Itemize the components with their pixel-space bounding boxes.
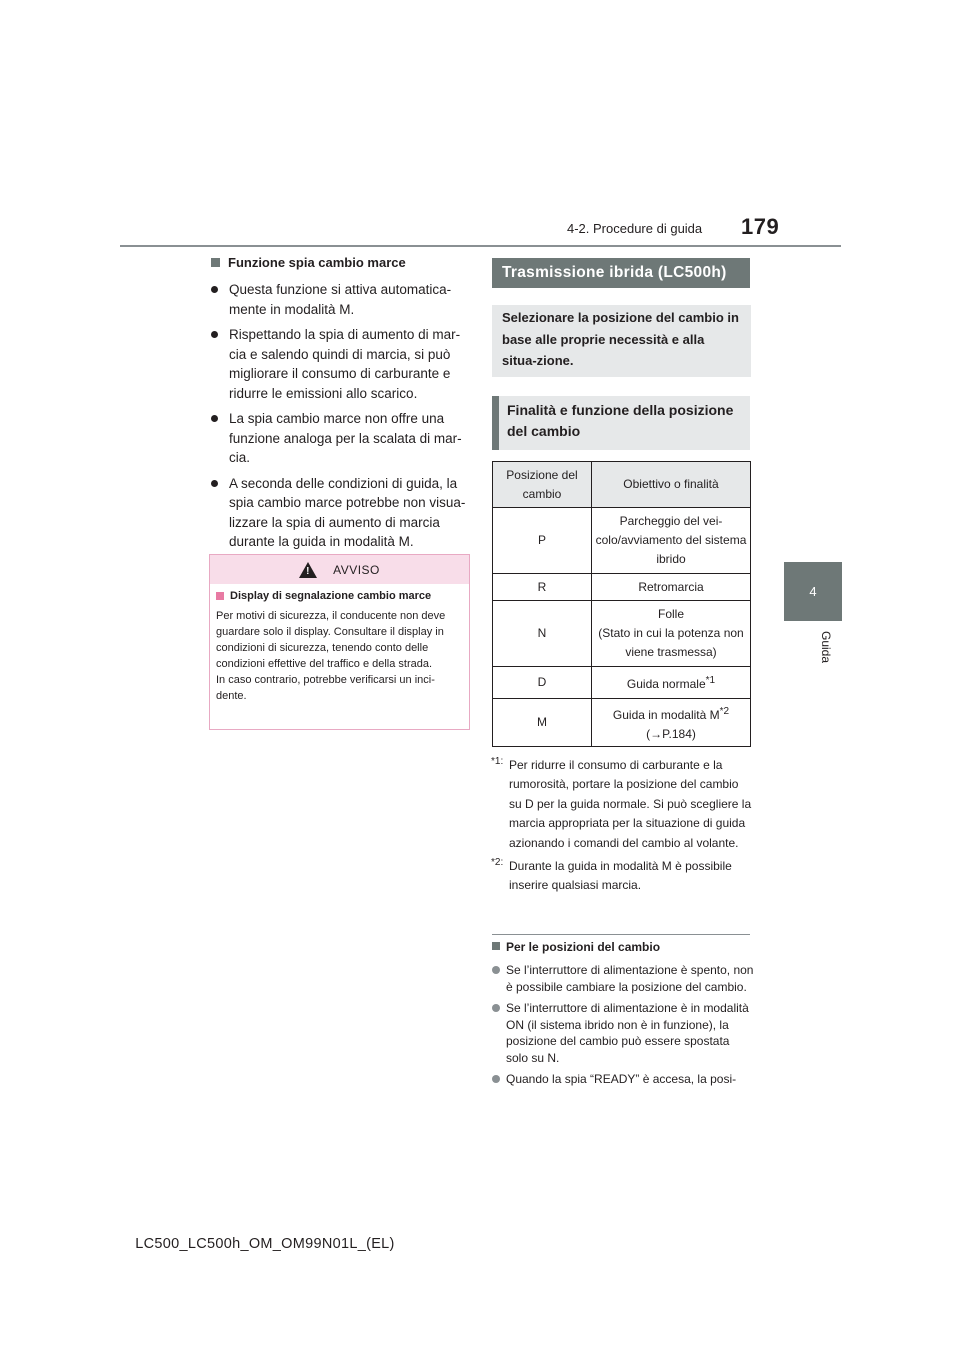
footnote <box>491 756 753 853</box>
list-item-text: Se l’interruttore di alimentazione è in modalità ON (il sistema ibrido non è in funzione), la posizione del cambio può essere spostata solo su N. <box>506 1001 749 1065</box>
list-item-text: Rispettando la spia di aumento di mar-cia e salendo quindi di marcia, si può migliorare il consumo di carburante e ridurre le emissioni allo scarico. <box>229 327 461 401</box>
chapter-label: Guida <box>819 631 833 664</box>
warning-heading <box>216 590 463 602</box>
table-row <box>493 601 751 667</box>
notes-heading <box>492 940 754 954</box>
list-item <box>492 962 754 995</box>
warning-title: AVVISO <box>333 562 380 577</box>
table-cell-position: R <box>493 574 592 601</box>
warning-heading-text: Display di segnalazione cambio marce <box>230 590 432 602</box>
warning-header <box>210 555 469 584</box>
bullet-dot-icon <box>211 331 218 338</box>
table-cell-purpose-text: Guida in modalità M <box>612 707 720 722</box>
square-bullet-icon <box>216 592 224 600</box>
chapter-number: 4 <box>809 584 817 599</box>
list-item <box>492 1071 754 1088</box>
table-cell-purpose <box>592 699 751 747</box>
table-header-row <box>493 462 751 508</box>
chapter-tab[interactable] <box>784 562 842 621</box>
square-bullet-icon <box>211 258 220 267</box>
table-cell-purpose-detail: (Stato in cui la potenza non viene trasmessa) <box>598 626 744 659</box>
warning-text: Per motivi di sicurezza, il conducente non deve guardare solo il display. Consultare il display in condizioni di sicurezza, tenendo conto delle condizioni effettive del traffico e della strada. <box>216 610 446 670</box>
footnote <box>491 857 753 896</box>
subsection-heading: Finalità e funzione della posizione del cambio <box>492 396 750 450</box>
footnote-text: Durante la guida in modalità M è possibile inserire qualsiasi marcia. <box>509 859 732 893</box>
bullet-dot-icon <box>492 966 500 974</box>
notes-section <box>492 940 754 1093</box>
list-item-text: Questa funzione si attiva automatica-mente in modalità M. <box>229 282 452 317</box>
intro-text: Selezionare la posizione del cambio in base alle proprie necessità e alla situa-zione. <box>492 305 751 377</box>
bullet-dot-icon <box>211 415 218 422</box>
page-reference-link[interactable]: (→P.184) <box>646 726 696 741</box>
table-cell-purpose-line: Folle <box>657 607 684 621</box>
table-cell-purpose: Parcheggio del vei-colo/avviamento del sistema ibrido <box>592 508 751 574</box>
page-number: 179 <box>741 214 780 239</box>
list-item-text: Quando la spia “READY” è accesa, la posi- <box>506 1072 737 1086</box>
table-cell-position: P <box>493 508 592 574</box>
footnote-ref: *2 <box>719 705 730 717</box>
footnotes <box>491 756 753 900</box>
notes-divider <box>492 934 750 935</box>
table-row <box>493 667 751 699</box>
list-item <box>211 280 469 319</box>
list-item <box>211 409 469 468</box>
section-header: 4-2. Procedure di guida <box>567 221 703 236</box>
footnote-text: Per ridurre il consumo di carburante e la rumorosità, portare la posizione del cambio su D per la guida normale. Si può scegliere la marcia appropriata per la situazione di guida azionando i comandi del cambio al volante. <box>509 758 752 850</box>
left-heading-text: Funzione spia cambio marce <box>228 255 406 270</box>
footnote-mark: *2: <box>491 857 504 869</box>
document-code-footer: LC500_LC500h_OM_OM99N01L_(EL) <box>135 1236 395 1252</box>
bullet-dot-icon <box>211 480 218 487</box>
left-column <box>211 255 469 558</box>
left-heading <box>211 255 469 270</box>
table-cell-position: M <box>493 699 592 747</box>
list-item <box>492 1000 754 1066</box>
bullet-dot-icon <box>492 1075 500 1083</box>
table-cell-position: N <box>493 601 592 667</box>
warning-box <box>209 554 470 730</box>
table-header-position: Posizione del cambio <box>493 462 592 508</box>
table-cell-position: D <box>493 667 592 699</box>
list-item-text: La spia cambio marce non offre una funzione analoga per la scalata di mar-cia. <box>229 411 462 465</box>
shift-position-table <box>492 461 751 747</box>
table-row <box>493 574 751 601</box>
square-bullet-icon <box>492 942 500 950</box>
warning-triangle-icon: ! <box>299 562 317 578</box>
table-cell-purpose: Retromarcia <box>592 574 751 601</box>
table-header-purpose: Obiettivo o finalità <box>592 462 751 508</box>
notes-heading-text: Per le posizioni del cambio <box>506 940 661 954</box>
footnote-mark: *1: <box>491 756 504 767</box>
list-item-text: Se l’interruttore di alimentazione è spento, non è possibile cambiare la posizione del cambio. <box>506 963 754 994</box>
list-item-text: A seconda delle condizioni di guida, la spia cambio marce potrebbe non visua-lizzare la spia di aumento di marcia durante la guida in modalità M. <box>229 475 466 549</box>
footnote-ref: *1 <box>705 675 716 686</box>
bullet-dot-icon <box>211 286 218 293</box>
warning-text-2: In caso contrario, potrebbe verificarsi un inci-dente. <box>216 674 435 702</box>
list-item <box>211 325 469 403</box>
header-divider <box>120 245 841 247</box>
bullet-dot-icon <box>492 1004 500 1012</box>
list-item <box>211 474 469 552</box>
table-cell-purpose-text: Guida normale <box>626 677 706 691</box>
table-row <box>493 508 751 574</box>
table-cell-purpose <box>592 601 751 667</box>
table-row <box>493 699 751 747</box>
table-cell-purpose <box>592 667 751 699</box>
section-banner: Trasmissione ibrida (LC500h) <box>492 258 750 288</box>
